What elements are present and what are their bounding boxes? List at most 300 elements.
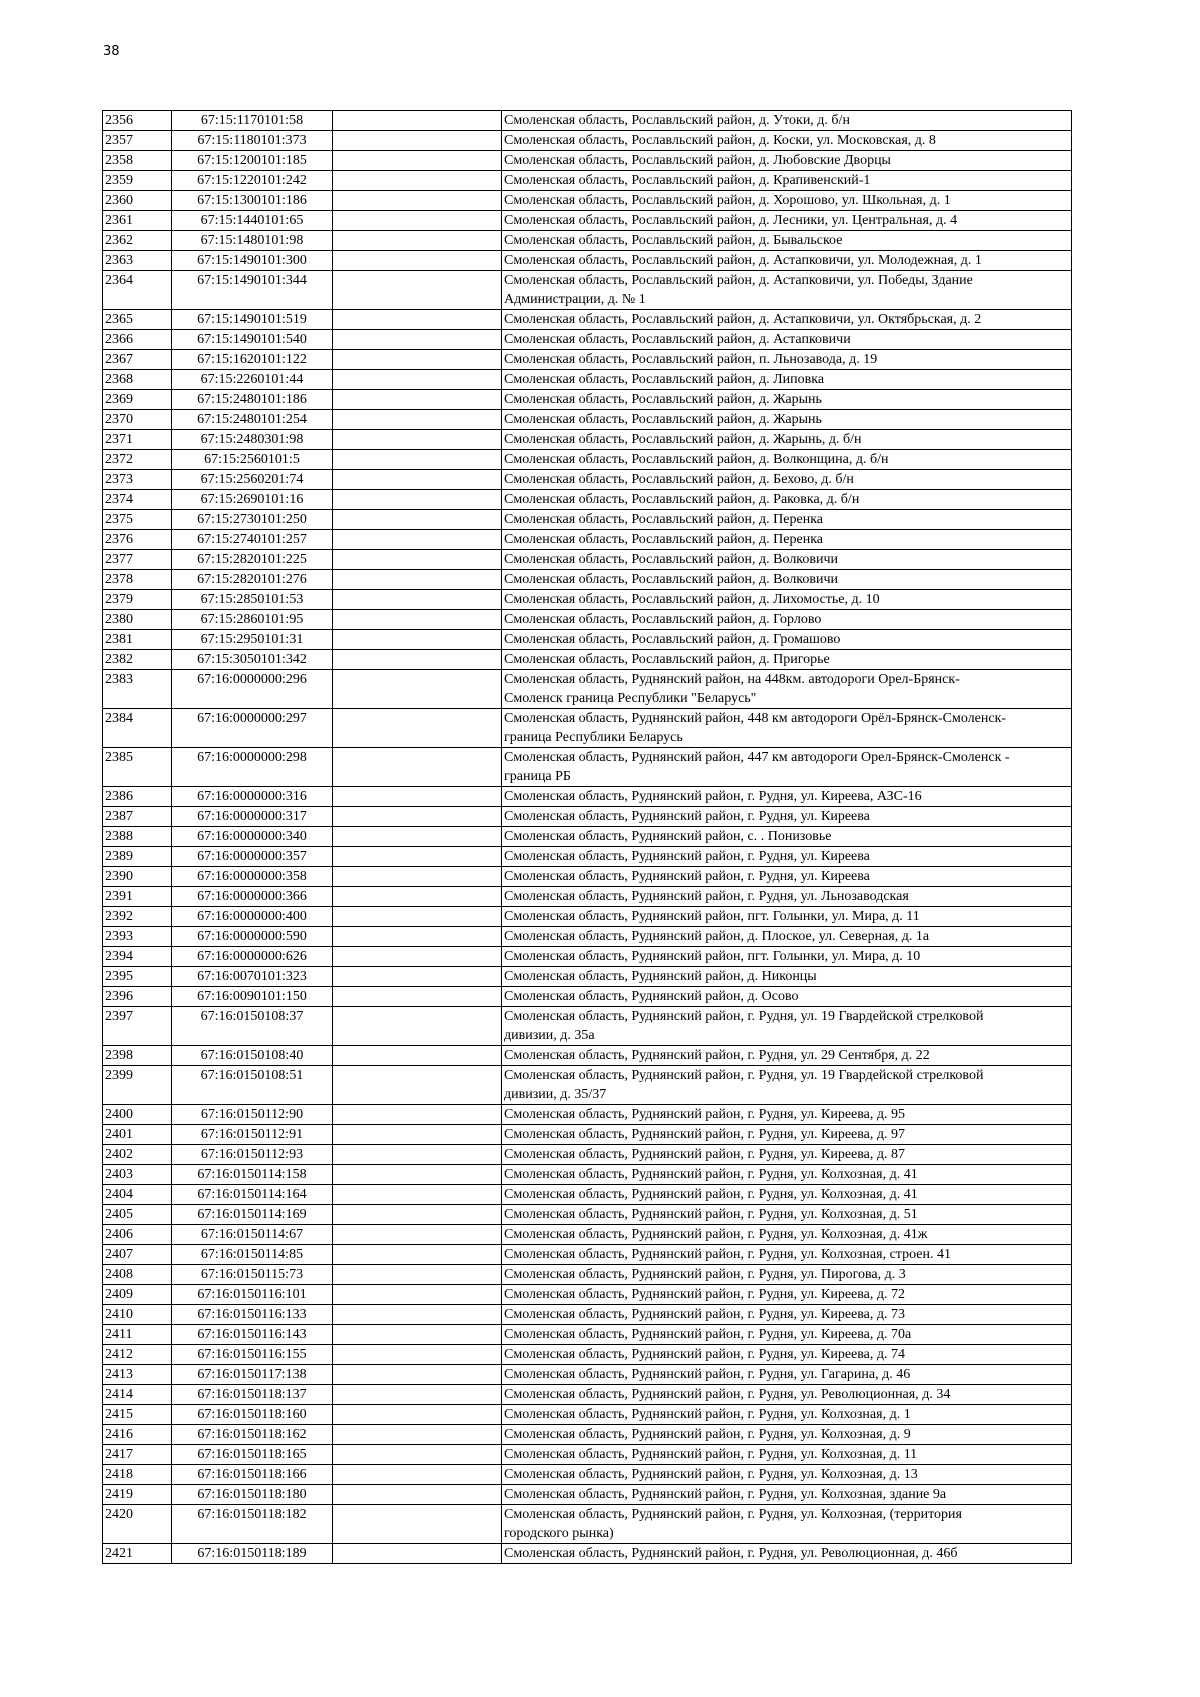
table-row bbox=[103, 630, 1072, 650]
empty-cell bbox=[333, 1445, 502, 1465]
cadastral-number-cell: 67:16:0150118:162 bbox=[172, 1425, 333, 1445]
cadastral-number-cell: 67:16:0150117:138 bbox=[172, 1365, 333, 1385]
empty-cell bbox=[333, 370, 502, 390]
empty-cell bbox=[333, 490, 502, 510]
cadastral-number-cell: 67:15:1170101:58 bbox=[172, 111, 333, 131]
empty-cell bbox=[333, 947, 502, 967]
empty-cell bbox=[333, 1485, 502, 1505]
empty-cell bbox=[333, 191, 502, 211]
address-cell: Смоленская область, Рославльский район, д. Жарынь bbox=[502, 390, 1072, 410]
row-number-cell: 2372 bbox=[103, 450, 172, 470]
address-cell: Смоленская область, Рославльский район, д. Астапковичи, ул. Победы, Здание Администрации, д. № 1 bbox=[502, 271, 1072, 310]
cadastral-number-cell: 67:16:0150114:85 bbox=[172, 1245, 333, 1265]
cadastral-number-cell: 67:15:2850101:53 bbox=[172, 590, 333, 610]
row-number-cell: 2388 bbox=[103, 827, 172, 847]
address-cell: Смоленская область, Руднянский район, г. Рудня, ул. 19 Гвардейской стрелковой дивизии, д. 35а bbox=[502, 1007, 1072, 1046]
row-number-cell: 2371 bbox=[103, 430, 172, 450]
cadastral-number-cell: 67:15:2690101:16 bbox=[172, 490, 333, 510]
table-row bbox=[103, 410, 1072, 430]
address-cell: Смоленская область, Рославльский район, д. Жарынь, д. б/н bbox=[502, 430, 1072, 450]
cadastral-number-cell: 67:15:1490101:519 bbox=[172, 310, 333, 330]
table-row bbox=[103, 450, 1072, 470]
cadastral-number-cell: 67:15:1490101:300 bbox=[172, 251, 333, 271]
address-cell: Смоленская область, Руднянский район, с. . Понизовье bbox=[502, 827, 1072, 847]
table-row bbox=[103, 171, 1072, 191]
row-number-cell: 2411 bbox=[103, 1325, 172, 1345]
row-number-cell: 2390 bbox=[103, 867, 172, 887]
address-cell: Смоленская область, Руднянский район, г. Рудня, ул. Колхозная, д. 51 bbox=[502, 1205, 1072, 1225]
cadastral-number-cell: 67:15:1480101:98 bbox=[172, 231, 333, 251]
empty-cell bbox=[333, 1325, 502, 1345]
address-cell: Смоленская область, Рославльский район, д. Бехово, д. б/н bbox=[502, 470, 1072, 490]
cadastral-number-cell: 67:16:0090101:150 bbox=[172, 987, 333, 1007]
empty-cell bbox=[333, 1465, 502, 1485]
table-row bbox=[103, 1145, 1072, 1165]
address-cell: Смоленская область, Рославльский район, д. Волковичи bbox=[502, 570, 1072, 590]
cadastral-number-cell: 67:16:0150116:143 bbox=[172, 1325, 333, 1345]
row-number-cell: 2420 bbox=[103, 1505, 172, 1544]
table-row bbox=[103, 670, 1072, 709]
table-row bbox=[103, 1125, 1072, 1145]
table-row bbox=[103, 1485, 1072, 1505]
cadastral-number-cell: 67:16:0150114:158 bbox=[172, 1165, 333, 1185]
empty-cell bbox=[333, 1165, 502, 1185]
address-cell: Смоленская область, Рославльский район, д. Хорошово, ул. Школьная, д. 1 bbox=[502, 191, 1072, 211]
empty-cell bbox=[333, 430, 502, 450]
row-number-cell: 2373 bbox=[103, 470, 172, 490]
cadastral-number-cell: 67:15:2560201:74 bbox=[172, 470, 333, 490]
table-row bbox=[103, 151, 1072, 171]
row-number-cell: 2415 bbox=[103, 1405, 172, 1425]
cadastral-number-cell: 67:16:0000000:340 bbox=[172, 827, 333, 847]
address-cell: Смоленская область, Рославльский район, д. Астапковичи, ул. Октябрьская, д. 2 bbox=[502, 310, 1072, 330]
address-cell: Смоленская область, Руднянский район, г. Рудня, ул. Киреева, АЗС-16 bbox=[502, 787, 1072, 807]
empty-cell bbox=[333, 748, 502, 787]
cadastral-number-cell: 67:15:1300101:186 bbox=[172, 191, 333, 211]
address-cell: Смоленская область, Руднянский район, г. Рудня, ул. Колхозная, д. 1 bbox=[502, 1405, 1072, 1425]
address-cell: Смоленская область, Руднянский район, г. Рудня, ул. Льнозаводская bbox=[502, 887, 1072, 907]
address-cell: Смоленская область, Руднянский район, г. Рудня, ул. Киреева, д. 95 bbox=[502, 1105, 1072, 1125]
address-cell: Смоленская область, Руднянский район, пгт. Голынки, ул. Мира, д. 10 bbox=[502, 947, 1072, 967]
table-row bbox=[103, 550, 1072, 570]
row-number-cell: 2387 bbox=[103, 807, 172, 827]
cadastral-number-cell: 67:15:2560101:5 bbox=[172, 450, 333, 470]
table-row bbox=[103, 1544, 1072, 1564]
cadastral-number-cell: 67:15:1620101:122 bbox=[172, 350, 333, 370]
row-number-cell: 2383 bbox=[103, 670, 172, 709]
address-cell: Смоленская область, Рославльский район, д. Астапковичи bbox=[502, 330, 1072, 350]
empty-cell bbox=[333, 510, 502, 530]
row-number-cell: 2398 bbox=[103, 1046, 172, 1066]
cadastral-number-cell: 67:15:1180101:373 bbox=[172, 131, 333, 151]
row-number-cell: 2380 bbox=[103, 610, 172, 630]
table-row bbox=[103, 530, 1072, 550]
row-number-cell: 2402 bbox=[103, 1145, 172, 1165]
cadastral-number-cell: 67:16:0150118:189 bbox=[172, 1544, 333, 1564]
table-row bbox=[103, 1245, 1072, 1265]
row-number-cell: 2403 bbox=[103, 1165, 172, 1185]
row-number-cell: 2360 bbox=[103, 191, 172, 211]
empty-cell bbox=[333, 807, 502, 827]
address-cell: Смоленская область, Руднянский район, 447 км автодороги Орел-Брянск-Смоленск - граница РБ bbox=[502, 748, 1072, 787]
row-number-cell: 2356 bbox=[103, 111, 172, 131]
table-row bbox=[103, 1285, 1072, 1305]
cadastral-number-cell: 67:15:1200101:185 bbox=[172, 151, 333, 171]
table-row bbox=[103, 1007, 1072, 1046]
cadastral-number-cell: 67:16:0150114:164 bbox=[172, 1185, 333, 1205]
address-cell: Смоленская область, Рославльский район, д. Горлово bbox=[502, 610, 1072, 630]
table-row bbox=[103, 987, 1072, 1007]
cadastral-number-cell: 67:15:1220101:242 bbox=[172, 171, 333, 191]
address-cell: Смоленская область, Руднянский район, 448 км автодороги Орёл-Брянск-Смоленск- граница Республики Беларусь bbox=[502, 709, 1072, 748]
empty-cell bbox=[333, 390, 502, 410]
empty-cell bbox=[333, 1145, 502, 1165]
empty-cell bbox=[333, 570, 502, 590]
table-row bbox=[103, 1225, 1072, 1245]
empty-cell bbox=[333, 1385, 502, 1405]
row-number-cell: 2377 bbox=[103, 550, 172, 570]
empty-cell bbox=[333, 410, 502, 430]
row-number-cell: 2358 bbox=[103, 151, 172, 171]
table-row bbox=[103, 1505, 1072, 1544]
cadastral-number-cell: 67:15:2820101:276 bbox=[172, 570, 333, 590]
empty-cell bbox=[333, 310, 502, 330]
cadastral-number-cell: 67:16:0150115:73 bbox=[172, 1265, 333, 1285]
address-cell: Смоленская область, Руднянский район, г. Рудня, ул. Колхозная, здание 9а bbox=[502, 1485, 1072, 1505]
row-number-cell: 2392 bbox=[103, 907, 172, 927]
address-cell: Смоленская область, Руднянский район, г. Рудня, ул. Пирогова, д. 3 bbox=[502, 1265, 1072, 1285]
table-row bbox=[103, 1185, 1072, 1205]
row-number-cell: 2417 bbox=[103, 1445, 172, 1465]
address-cell: Смоленская область, Рославльский район, д. Перенка bbox=[502, 530, 1072, 550]
row-number-cell: 2374 bbox=[103, 490, 172, 510]
address-cell: Смоленская область, Рославльский район, д. Любовские Дворцы bbox=[502, 151, 1072, 171]
address-cell: Смоленская область, Руднянский район, г. Рудня, ул. Колхозная, (территория городского рынка) bbox=[502, 1505, 1072, 1544]
empty-cell bbox=[333, 1066, 502, 1105]
row-number-cell: 2366 bbox=[103, 330, 172, 350]
empty-cell bbox=[333, 111, 502, 131]
empty-cell bbox=[333, 907, 502, 927]
cadastral-number-cell: 67:16:0150114:67 bbox=[172, 1225, 333, 1245]
cadastral-number-cell: 67:16:0150118:165 bbox=[172, 1445, 333, 1465]
table-row bbox=[103, 390, 1072, 410]
cadastral-number-cell: 67:16:0150114:169 bbox=[172, 1205, 333, 1225]
row-number-cell: 2368 bbox=[103, 370, 172, 390]
row-number-cell: 2393 bbox=[103, 927, 172, 947]
cadastral-number-cell: 67:16:0000000:400 bbox=[172, 907, 333, 927]
empty-cell bbox=[333, 1265, 502, 1285]
address-cell: Смоленская область, Руднянский район, г. Рудня, ул. 29 Сентября, д. 22 bbox=[502, 1046, 1072, 1066]
cadastral-number-cell: 67:15:3050101:342 bbox=[172, 650, 333, 670]
cadastral-number-cell: 67:16:0150118:137 bbox=[172, 1385, 333, 1405]
cadastral-number-cell: 67:16:0150116:155 bbox=[172, 1345, 333, 1365]
table-row bbox=[103, 847, 1072, 867]
empty-cell bbox=[333, 450, 502, 470]
empty-cell bbox=[333, 1544, 502, 1564]
cadastral-number-cell: 67:16:0150118:160 bbox=[172, 1405, 333, 1425]
row-number-cell: 2413 bbox=[103, 1365, 172, 1385]
table-row bbox=[103, 867, 1072, 887]
empty-cell bbox=[333, 350, 502, 370]
table-row bbox=[103, 967, 1072, 987]
cadastral-number-cell: 67:16:0000000:296 bbox=[172, 670, 333, 709]
table-row bbox=[103, 111, 1072, 131]
address-cell: Смоленская область, Рославльский район, д. Лесники, ул. Центральная, д. 4 bbox=[502, 211, 1072, 231]
table-row bbox=[103, 610, 1072, 630]
row-number-cell: 2408 bbox=[103, 1265, 172, 1285]
table-row bbox=[103, 251, 1072, 271]
table-row bbox=[103, 748, 1072, 787]
table-row bbox=[103, 510, 1072, 530]
cadastral-number-cell: 67:15:1440101:65 bbox=[172, 211, 333, 231]
row-number-cell: 2404 bbox=[103, 1185, 172, 1205]
row-number-cell: 2370 bbox=[103, 410, 172, 430]
table-row bbox=[103, 947, 1072, 967]
empty-cell bbox=[333, 590, 502, 610]
row-number-cell: 2357 bbox=[103, 131, 172, 151]
address-cell: Смоленская область, Руднянский район, г. Рудня, ул. Революционная, д. 34 bbox=[502, 1385, 1072, 1405]
row-number-cell: 2399 bbox=[103, 1066, 172, 1105]
row-number-cell: 2414 bbox=[103, 1385, 172, 1405]
table-row bbox=[103, 570, 1072, 590]
empty-cell bbox=[333, 1046, 502, 1066]
row-number-cell: 2412 bbox=[103, 1345, 172, 1365]
table-row bbox=[103, 271, 1072, 310]
address-cell: Смоленская область, Рославльский район, д. Астапковичи, ул. Молодежная, д. 1 bbox=[502, 251, 1072, 271]
row-number-cell: 2401 bbox=[103, 1125, 172, 1145]
row-number-cell: 2369 bbox=[103, 390, 172, 410]
address-cell: Смоленская область, Рославльский район, д. Бывальское bbox=[502, 231, 1072, 251]
cadastral-number-cell: 67:16:0150116:101 bbox=[172, 1285, 333, 1305]
table-row bbox=[103, 370, 1072, 390]
address-cell: Смоленская область, Руднянский район, г. Рудня, ул. Революционная, д. 46б bbox=[502, 1544, 1072, 1564]
address-cell: Смоленская область, Руднянский район, г. Рудня, ул. Колхозная, д. 9 bbox=[502, 1425, 1072, 1445]
table-row bbox=[103, 827, 1072, 847]
row-number-cell: 2359 bbox=[103, 171, 172, 191]
empty-cell bbox=[333, 847, 502, 867]
row-number-cell: 2395 bbox=[103, 967, 172, 987]
cadastral-number-cell: 67:16:0150116:133 bbox=[172, 1305, 333, 1325]
address-cell: Смоленская область, Рославльский район, д. Утоки, д. б/н bbox=[502, 111, 1072, 131]
cadastral-number-cell: 67:15:1490101:344 bbox=[172, 271, 333, 310]
empty-cell bbox=[333, 1505, 502, 1544]
row-number-cell: 2362 bbox=[103, 231, 172, 251]
empty-cell bbox=[333, 827, 502, 847]
table-row bbox=[103, 927, 1072, 947]
cadastral-number-cell: 67:15:2260101:44 bbox=[172, 370, 333, 390]
address-cell: Смоленская область, Руднянский район, г. Рудня, ул. Колхозная, д. 41 bbox=[502, 1165, 1072, 1185]
table-row bbox=[103, 131, 1072, 151]
empty-cell bbox=[333, 1245, 502, 1265]
table-row bbox=[103, 1445, 1072, 1465]
address-cell: Смоленская область, Руднянский район, пгт. Голынки, ул. Мира, д. 11 bbox=[502, 907, 1072, 927]
address-cell: Смоленская область, Рославльский район, д. Крапивенский-1 bbox=[502, 171, 1072, 191]
cadastral-number-cell: 67:15:2820101:225 bbox=[172, 550, 333, 570]
address-cell: Смоленская область, Руднянский район, г. Рудня, ул. Колхозная, строен. 41 bbox=[502, 1245, 1072, 1265]
table-row bbox=[103, 1046, 1072, 1066]
cadastral-number-cell: 67:16:0000000:317 bbox=[172, 807, 333, 827]
empty-cell bbox=[333, 1305, 502, 1325]
table-row bbox=[103, 907, 1072, 927]
row-number-cell: 2406 bbox=[103, 1225, 172, 1245]
cadastral-number-cell: 67:16:0150108:37 bbox=[172, 1007, 333, 1046]
table-row bbox=[103, 490, 1072, 510]
table-row bbox=[103, 350, 1072, 370]
table-row bbox=[103, 1066, 1072, 1105]
empty-cell bbox=[333, 330, 502, 350]
cadastral-number-cell: 67:16:0150118:182 bbox=[172, 1505, 333, 1544]
address-cell: Смоленская область, Руднянский район, г. Рудня, ул. Киреева bbox=[502, 807, 1072, 827]
row-number-cell: 2384 bbox=[103, 709, 172, 748]
cadastral-number-cell: 67:16:0150108:51 bbox=[172, 1066, 333, 1105]
empty-cell bbox=[333, 271, 502, 310]
empty-cell bbox=[333, 171, 502, 191]
address-cell: Смоленская область, Руднянский район, г. Рудня, ул. Киреева, д. 87 bbox=[502, 1145, 1072, 1165]
address-cell: Смоленская область, Рославльский район, д. Громашово bbox=[502, 630, 1072, 650]
table-row bbox=[103, 310, 1072, 330]
empty-cell bbox=[333, 1405, 502, 1425]
cadastral-number-cell: 67:16:0150108:40 bbox=[172, 1046, 333, 1066]
cadastral-number-cell: 67:16:0000000:626 bbox=[172, 947, 333, 967]
table-row bbox=[103, 430, 1072, 450]
address-cell: Смоленская область, Руднянский район, г. Рудня, ул. Колхозная, д. 13 bbox=[502, 1465, 1072, 1485]
table-row bbox=[103, 590, 1072, 610]
row-number-cell: 2391 bbox=[103, 887, 172, 907]
row-number-cell: 2389 bbox=[103, 847, 172, 867]
address-cell: Смоленская область, Рославльский район, д. Пригорье bbox=[502, 650, 1072, 670]
cadastral-number-cell: 67:15:2480301:98 bbox=[172, 430, 333, 450]
cadastral-number-cell: 67:16:0150112:91 bbox=[172, 1125, 333, 1145]
address-cell: Смоленская область, Руднянский район, д. Осово bbox=[502, 987, 1072, 1007]
empty-cell bbox=[333, 1365, 502, 1385]
address-cell: Смоленская область, Руднянский район, г. Рудня, ул. Киреева, д. 72 bbox=[502, 1285, 1072, 1305]
row-number-cell: 2379 bbox=[103, 590, 172, 610]
empty-cell bbox=[333, 530, 502, 550]
row-number-cell: 2375 bbox=[103, 510, 172, 530]
empty-cell bbox=[333, 1125, 502, 1145]
row-number-cell: 2367 bbox=[103, 350, 172, 370]
empty-cell bbox=[333, 650, 502, 670]
address-cell: Смоленская область, Руднянский район, г. Рудня, ул. 19 Гвардейской стрелковой дивизии, д. 35/37 bbox=[502, 1066, 1072, 1105]
address-cell: Смоленская область, Руднянский район, г. Рудня, ул. Киреева, д. 70а bbox=[502, 1325, 1072, 1345]
table-row bbox=[103, 330, 1072, 350]
cadastral-number-cell: 67:15:2730101:250 bbox=[172, 510, 333, 530]
cadastral-number-cell: 67:16:0150118:180 bbox=[172, 1485, 333, 1505]
row-number-cell: 2397 bbox=[103, 1007, 172, 1046]
cadastral-number-cell: 67:15:1490101:540 bbox=[172, 330, 333, 350]
cadastral-number-cell: 67:16:0000000:590 bbox=[172, 927, 333, 947]
table-row bbox=[103, 709, 1072, 748]
cadastral-number-cell: 67:16:0000000:297 bbox=[172, 709, 333, 748]
table-row bbox=[103, 807, 1072, 827]
table-row bbox=[103, 1105, 1072, 1125]
row-number-cell: 2364 bbox=[103, 271, 172, 310]
address-cell: Смоленская область, Рославльский район, д. Липовка bbox=[502, 370, 1072, 390]
address-cell: Смоленская область, Руднянский район, д. Плоское, ул. Северная, д. 1а bbox=[502, 927, 1072, 947]
empty-cell bbox=[333, 231, 502, 251]
empty-cell bbox=[333, 630, 502, 650]
row-number-cell: 2405 bbox=[103, 1205, 172, 1225]
table-row bbox=[103, 470, 1072, 490]
row-number-cell: 2365 bbox=[103, 310, 172, 330]
empty-cell bbox=[333, 867, 502, 887]
address-cell: Смоленская область, Руднянский район, д. Никонцы bbox=[502, 967, 1072, 987]
address-cell: Смоленская область, Руднянский район, г. Рудня, ул. Колхозная, д. 41ж bbox=[502, 1225, 1072, 1245]
address-cell: Смоленская область, Руднянский район, г. Рудня, ул. Киреева bbox=[502, 867, 1072, 887]
cadastral-number-cell: 67:16:0000000:357 bbox=[172, 847, 333, 867]
empty-cell bbox=[333, 967, 502, 987]
address-cell: Смоленская область, Рославльский район, д. Раковка, д. б/н bbox=[502, 490, 1072, 510]
row-number-cell: 2421 bbox=[103, 1544, 172, 1564]
table-row bbox=[103, 650, 1072, 670]
cadastral-number-cell: 67:16:0150118:166 bbox=[172, 1465, 333, 1485]
table-row bbox=[103, 211, 1072, 231]
cadastral-number-cell: 67:15:2480101:254 bbox=[172, 410, 333, 430]
row-number-cell: 2410 bbox=[103, 1305, 172, 1325]
address-cell: Смоленская область, Рославльский район, д. Лихомостье, д. 10 bbox=[502, 590, 1072, 610]
cadastral-number-cell: 67:16:0000000:366 bbox=[172, 887, 333, 907]
row-number-cell: 2382 bbox=[103, 650, 172, 670]
empty-cell bbox=[333, 1285, 502, 1305]
cadastral-number-cell: 67:16:0000000:358 bbox=[172, 867, 333, 887]
empty-cell bbox=[333, 1185, 502, 1205]
cadastral-number-cell: 67:16:0150112:93 bbox=[172, 1145, 333, 1165]
table-row bbox=[103, 1305, 1072, 1325]
table-row bbox=[103, 1425, 1072, 1445]
cadastral-number-cell: 67:16:0000000:298 bbox=[172, 748, 333, 787]
address-cell: Смоленская область, Рославльский район, п. Льнозавода, д. 19 bbox=[502, 350, 1072, 370]
table-row bbox=[103, 1385, 1072, 1405]
table-row bbox=[103, 1325, 1072, 1345]
address-cell: Смоленская область, Руднянский район, г. Рудня, ул. Киреева, д. 74 bbox=[502, 1345, 1072, 1365]
address-cell: Смоленская область, Руднянский район, г. Рудня, ул. Гагарина, д. 46 bbox=[502, 1365, 1072, 1385]
row-number-cell: 2394 bbox=[103, 947, 172, 967]
empty-cell bbox=[333, 131, 502, 151]
empty-cell bbox=[333, 887, 502, 907]
empty-cell bbox=[333, 251, 502, 271]
empty-cell bbox=[333, 550, 502, 570]
empty-cell bbox=[333, 787, 502, 807]
address-cell: Смоленская область, Руднянский район, на 448км. автодороги Орел-Брянск- Смоленск граница Республики "Беларусь" bbox=[502, 670, 1072, 709]
registry-table-body bbox=[103, 111, 1072, 1564]
row-number-cell: 2361 bbox=[103, 211, 172, 231]
empty-cell bbox=[333, 151, 502, 171]
row-number-cell: 2416 bbox=[103, 1425, 172, 1445]
cadastral-number-cell: 67:15:2950101:31 bbox=[172, 630, 333, 650]
cadastral-number-cell: 67:16:0000000:316 bbox=[172, 787, 333, 807]
row-number-cell: 2378 bbox=[103, 570, 172, 590]
cadastral-number-cell: 67:15:2860101:95 bbox=[172, 610, 333, 630]
row-number-cell: 2400 bbox=[103, 1105, 172, 1125]
table-row bbox=[103, 787, 1072, 807]
empty-cell bbox=[333, 1225, 502, 1245]
address-cell: Смоленская область, Руднянский район, г. Рудня, ул. Киреева bbox=[502, 847, 1072, 867]
empty-cell bbox=[333, 1205, 502, 1225]
address-cell: Смоленская область, Рославльский район, д. Перенка bbox=[502, 510, 1072, 530]
empty-cell bbox=[333, 1007, 502, 1046]
table-row bbox=[103, 1165, 1072, 1185]
table-row bbox=[103, 191, 1072, 211]
empty-cell bbox=[333, 987, 502, 1007]
row-number-cell: 2363 bbox=[103, 251, 172, 271]
empty-cell bbox=[333, 1345, 502, 1365]
row-number-cell: 2381 bbox=[103, 630, 172, 650]
cadastral-number-cell: 67:16:0070101:323 bbox=[172, 967, 333, 987]
cadastral-number-cell: 67:15:2480101:186 bbox=[172, 390, 333, 410]
table-row bbox=[103, 887, 1072, 907]
empty-cell bbox=[333, 670, 502, 709]
row-number-cell: 2396 bbox=[103, 987, 172, 1007]
